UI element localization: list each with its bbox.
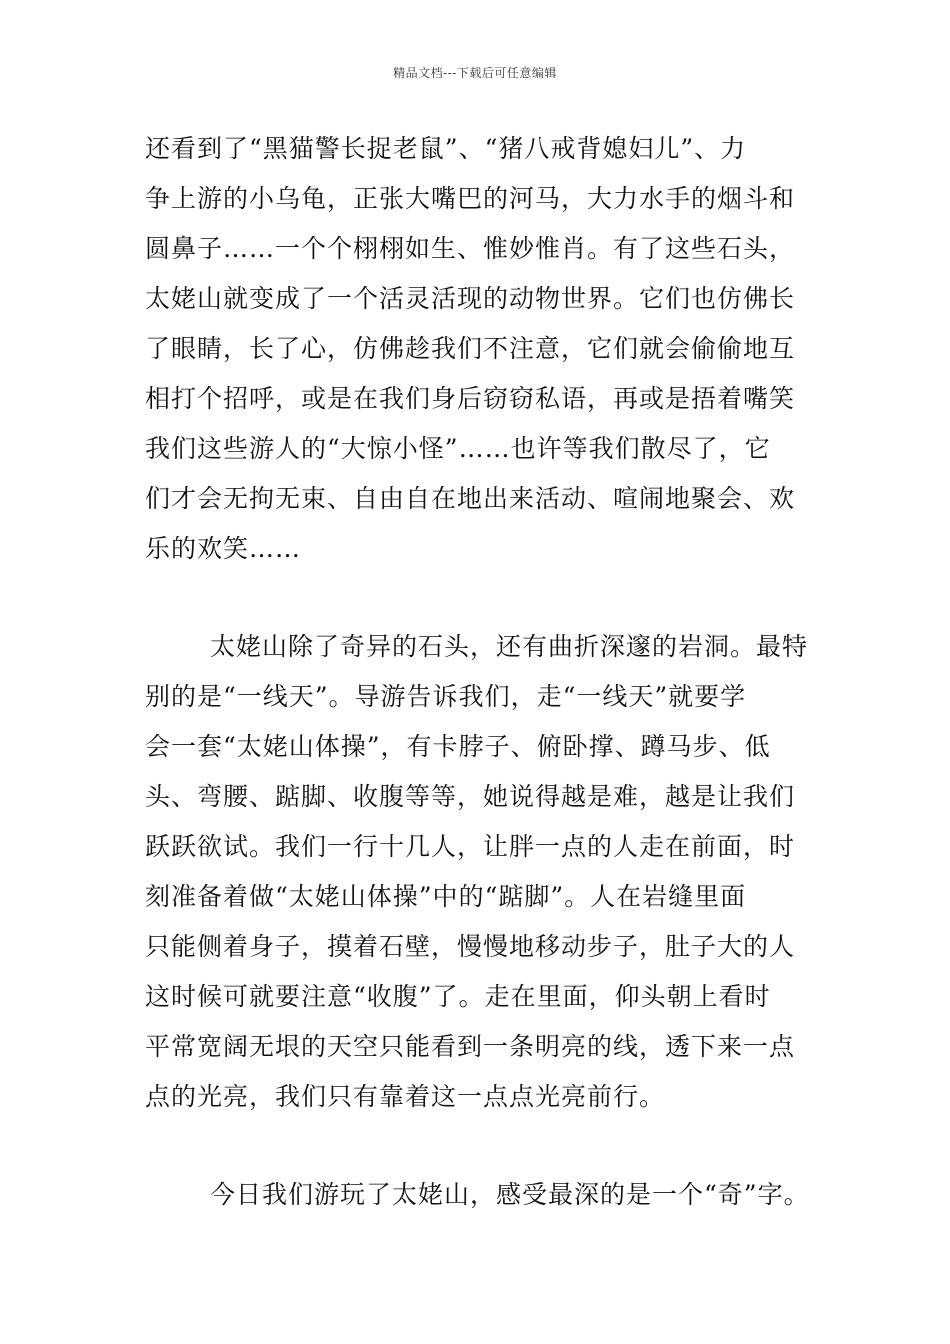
text-line: 乐的欢笑…… <box>145 534 302 563</box>
text-line: 点的光亮，我们只有靠着这一点点光亮前行。 <box>145 1082 666 1111</box>
text-line: 争上游的小乌龟，正张大嘴巴的河马，大力水手的烟斗和 <box>145 184 796 213</box>
page-header: 精品文档---下载后可任意编辑 <box>393 66 557 80</box>
paragraph-first-line: 今日我们游玩了太姥山，感受最深的是一个“奇”字。 <box>210 1180 810 1209</box>
text-line: 跃跃欲试。我们一行十几人，让胖一点的人走在前面，时 <box>145 832 796 861</box>
text-line: 会一套“太姥山体操”，有卡脖子、俯卧撑、蹲马步、低 <box>145 732 771 761</box>
text-line: 这时候可就要注意“收腹”了。走在里面，仰头朝上看时 <box>145 982 771 1011</box>
paragraph-first-line: 太姥山除了奇异的石头，还有曲折深邃的岩洞。最特 <box>210 632 809 661</box>
text-line: 只能侧着身子，摸着石壁，慢慢地移动步子，肚子大的人 <box>145 932 796 961</box>
text-line: 了眼睛，长了心，仿佛趁我们不注意，它们就会偷偷地互 <box>145 334 796 363</box>
text-line: 头、弯腰、踮脚、收腹等等，她说得越是难，越是让我们 <box>145 782 796 811</box>
text-line: 还看到了“黑猫警长捉老鼠”、“猪八戒背媳妇儿”、力 <box>145 134 747 163</box>
text-line: 刻准备着做“太姥山体操”中的“踮脚”。人在岩缝里面 <box>145 882 747 911</box>
text-line: 圆鼻子……一个个栩栩如生、惟妙惟肖。有了这些石头， <box>145 234 796 263</box>
text-line: 平常宽阔无垠的天空只能看到一条明亮的线，透下来一点 <box>145 1032 796 1061</box>
text-line: 相打个招呼，或是在我们身后窃窃私语，再或是捂着嘴笑 <box>145 384 796 413</box>
text-line: 们才会无拘无束、自由自在地出来活动、喧闹地聚会、欢 <box>145 484 796 513</box>
text-line: 别的是“一线天”。导游告诉我们，走“一线天”就要学 <box>145 682 747 711</box>
text-line: 太姥山就变成了一个活灵活现的动物世界。它们也仿佛长 <box>145 284 796 313</box>
text-line: 我们这些游人的“大惊小怪”……也许等我们散尽了，它 <box>145 434 771 463</box>
